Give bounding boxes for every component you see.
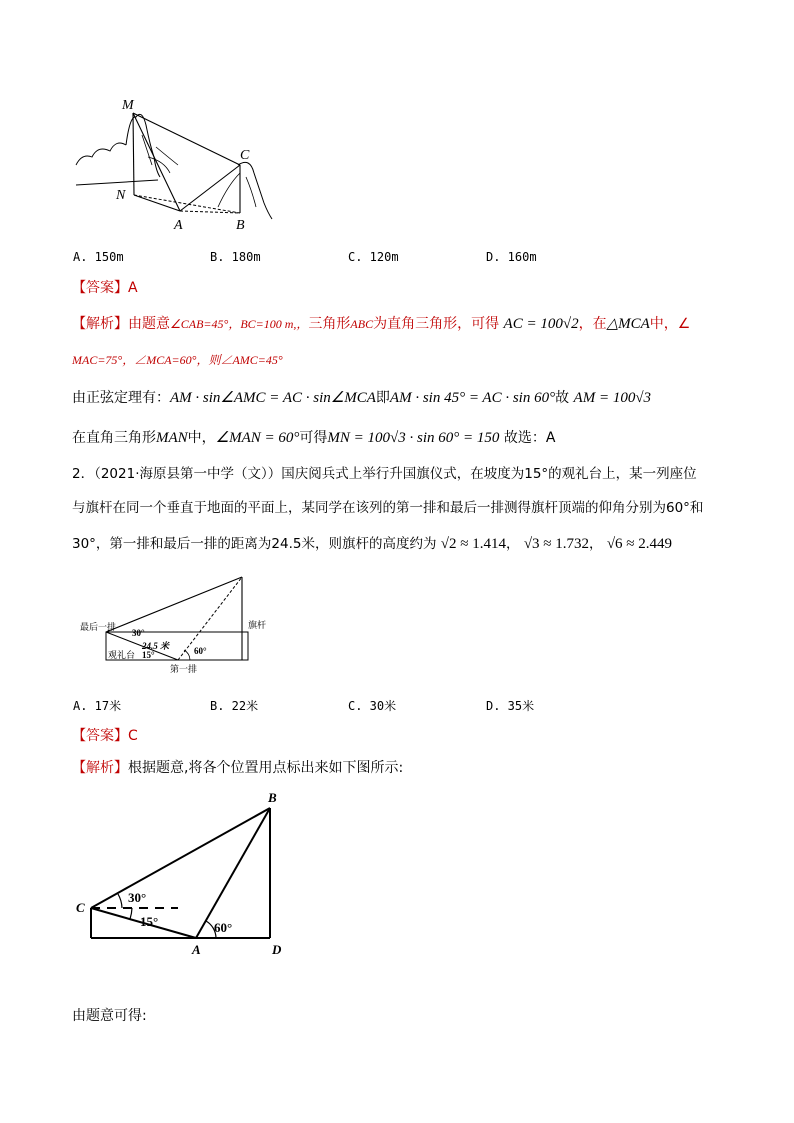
- q2-answer-tag: 【答案】: [72, 728, 128, 744]
- fig2-distance: 24.5 米: [142, 641, 170, 651]
- q1-option-d: D. 160m: [486, 250, 537, 264]
- fig3-angle-60: 60°: [214, 920, 233, 935]
- q2-answer-value: C: [128, 728, 138, 744]
- q2-option-d: D. 35米: [486, 699, 535, 713]
- q2-approx-sqrt3: √3 ≈ 1.732: [523, 536, 590, 552]
- q2-stem-line-1: 2．（2021·海原县第一中学（文））国庆阅兵式上举行升国旗仪式，在坡度为15°的观礼台上，某一列座位: [72, 466, 697, 482]
- q1-sine-law-line: [72, 388, 651, 408]
- q1-answer-tag: 【答案】: [72, 280, 128, 296]
- q1-sine-text-a: 由正弦定理有：: [72, 390, 170, 406]
- q1-analysis-text-c: 为直角三角形，可得: [373, 316, 500, 332]
- fig3-label-A: A: [192, 942, 201, 957]
- fig1-label-N: N: [116, 188, 126, 203]
- fig1-label-C: C: [240, 148, 250, 163]
- q1-sine-math2: AM · sin 45° = AC · sin 60°: [389, 390, 556, 406]
- fig2-angle-30: 30°: [132, 628, 145, 638]
- q1-analysis-tri: ABC: [350, 317, 374, 331]
- q2-approx-sqrt2: √2 ≈ 1.414: [440, 536, 507, 552]
- fig2-last-row: 最后一排: [80, 622, 117, 632]
- q2-answer: [72, 726, 138, 746]
- q1-rt-math1: ∠MAN = 60°: [215, 430, 300, 446]
- q2-stem-text: 30°，第一排和最后一排的距离为24.5米，则旗杆的高度约为: [72, 536, 437, 552]
- fig2-pole: 旗杆: [248, 620, 267, 630]
- q2-option-b: B. 22米: [210, 699, 259, 713]
- q1-rt-text-d: 故选：A: [503, 430, 556, 446]
- q1-answer: [72, 278, 138, 298]
- q1-analysis-line-2: [72, 350, 283, 370]
- q1-analysis-text: 由题意: [128, 316, 170, 332]
- q1-option-a: A. 150m: [73, 250, 124, 264]
- q1-right-triangle-line: [72, 428, 555, 448]
- fig2-angle-60: 60°: [194, 646, 207, 656]
- q2-sep-1: ，: [506, 536, 520, 552]
- q2-sep-2: ，: [589, 536, 603, 552]
- q1-analysis-text-e: 中，∠: [649, 316, 691, 332]
- q2-option-c: C. 30米: [348, 699, 397, 713]
- fig3-angle-15: 15°: [140, 914, 159, 929]
- q1-analysis-text-d: ，在: [578, 316, 607, 332]
- figure-2-reviewing-stand: [78, 572, 288, 676]
- q2-conclusion: 由题意可得:: [72, 1008, 147, 1024]
- figure-1-mountain-triangle: [68, 95, 278, 235]
- fig2-first-row: 第一排: [170, 664, 198, 674]
- q1-analysis-tag: 【解析】: [72, 316, 128, 332]
- q1-math-tri: △MCA: [606, 316, 650, 332]
- q1-analysis-text-b: 三角形: [308, 316, 351, 332]
- q1-option-b: B. 180m: [210, 250, 261, 264]
- figure-3-labelled-triangle: [70, 786, 290, 964]
- q2-option-a: A. 17米: [73, 699, 122, 713]
- q2-stem-line-2: 与旗杆在同一个垂直于地面的平面上，某同学在该列的第一排和最后一排测得旗杆顶端的仰角分别为60°和: [72, 500, 704, 516]
- fig3-label-B: B: [268, 790, 277, 805]
- q1-sine-math1: AM · sin∠AMC = AC · sin∠MCA: [170, 390, 376, 406]
- q1-rt-text-c: 可得: [299, 430, 328, 446]
- fig2-angle-15: 15°: [142, 650, 155, 660]
- q2-approx-sqrt6: √6 ≈ 2.449: [606, 536, 673, 552]
- q1-rt-math2: MN = 100√3 · sin 60° = 150: [327, 430, 500, 446]
- fig1-label-A: A: [174, 218, 183, 233]
- q1-sine-text-b: 即: [375, 390, 390, 406]
- q2-stem-line-3: [72, 534, 672, 554]
- fig1-label-B: B: [236, 218, 245, 233]
- fig3-label-C: C: [76, 900, 85, 915]
- q1-rt-text-a: 在直角三角形: [72, 430, 156, 446]
- q1-rt-text-b: 中，: [187, 430, 216, 446]
- q1-analysis-cond: ∠CAB=45°，BC=100 m,，: [170, 317, 309, 331]
- q1-sine-text-c: 故: [555, 390, 570, 406]
- q1-option-c: C. 120m: [348, 250, 399, 264]
- q1-math-ac: AC = 100√2: [503, 316, 579, 332]
- q1-sine-math3: AM = 100√3: [573, 390, 652, 406]
- q2-analysis-tag: 【解析】: [72, 760, 128, 776]
- q1-analysis-line-1: [72, 314, 690, 334]
- fig3-angle-30: 30°: [128, 890, 147, 905]
- fig3-label-D: D: [272, 942, 282, 957]
- q2-analysis: [72, 758, 403, 778]
- q1-rt-tri: MAN: [156, 430, 188, 446]
- q2-analysis-text: 根据题意,将各个位置用点标出来如下图所示:: [128, 760, 404, 776]
- fig1-label-M: M: [122, 98, 134, 113]
- fig2-platform: 观礼台: [108, 650, 136, 660]
- q1-answer-value: A: [128, 280, 138, 296]
- q1-analysis-angles: MAC=75°，∠MCA=60°，则∠AMC=45°: [72, 353, 283, 367]
